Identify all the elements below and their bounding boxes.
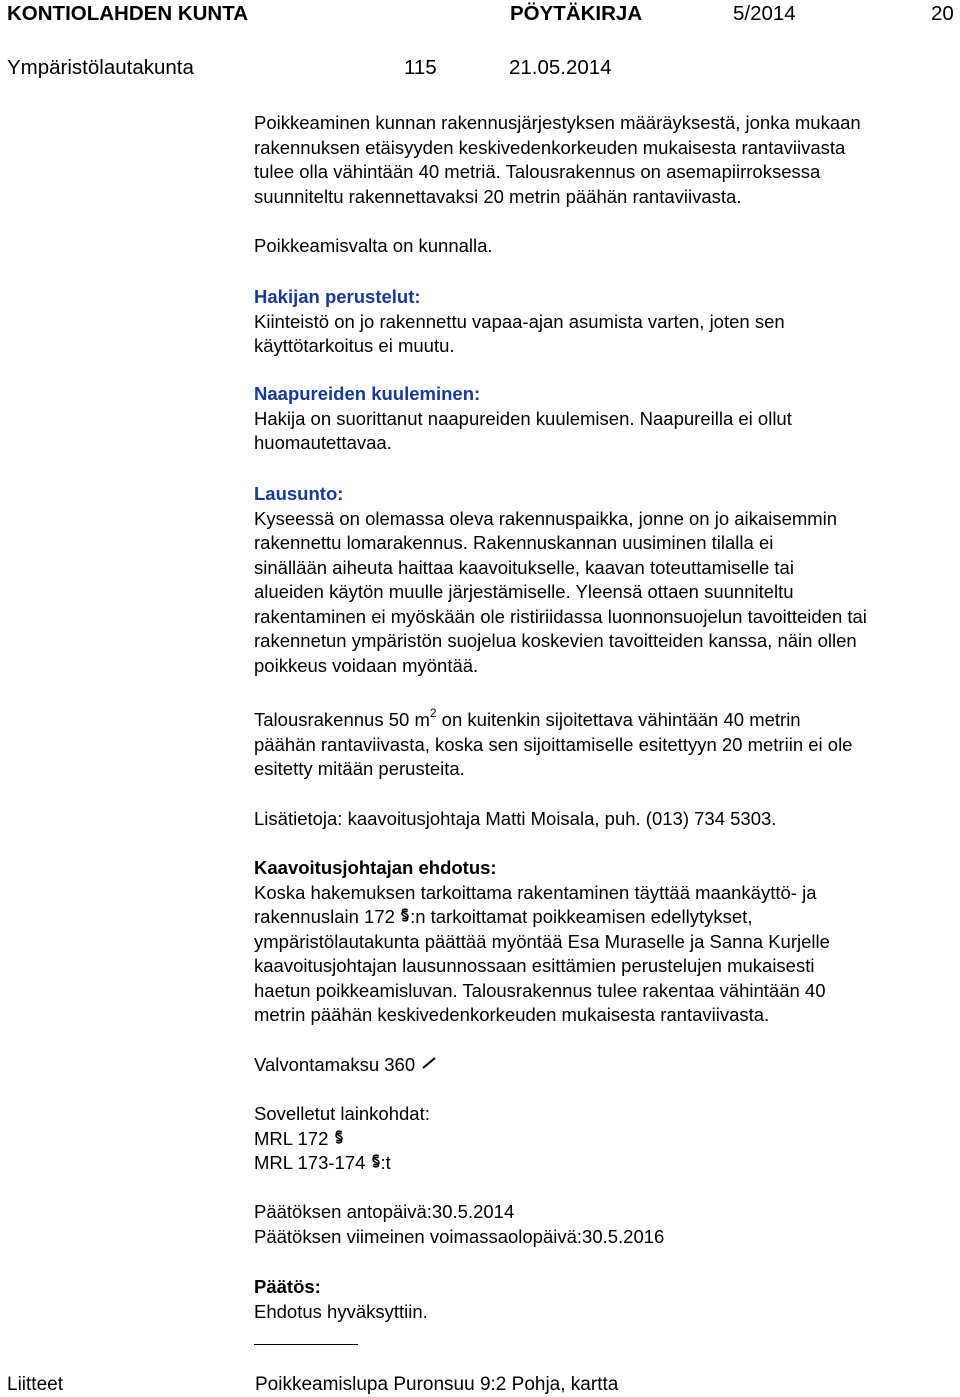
text-line: tulee olla vähintään 40 metriä. Talousrakennus on asemapiirroksessa (254, 161, 821, 182)
divider-rule (254, 1344, 358, 1345)
text-span: Talousrakennus 50 m (254, 709, 430, 730)
issue-number: 5/2014 (733, 2, 796, 25)
section-sign-icon (334, 1127, 344, 1152)
text-line: kaavoitusjohtajan lausunnossaan esittämien perustelujen mukaisesti (254, 955, 815, 976)
section-heading: Lausunto: (254, 483, 344, 504)
section-heading: Päätös: (254, 1276, 321, 1297)
neighbors-section (254, 382, 960, 456)
text-line: rakennuksen etäisyyden keskivedenkorkeuden mukaisesta rantaviivasta (254, 136, 846, 158)
text-span: MRL 172 (254, 1127, 334, 1149)
attachments-label: Liitteet (7, 1374, 63, 1395)
outbuilding-paragraph (254, 708, 960, 782)
text-span: :n tarkoittamat poikkeamisen edellytykset, (410, 906, 753, 927)
section-heading: Hakijan perustelut: (254, 286, 421, 307)
text-span: Valvontamaksu 360 (254, 1054, 421, 1075)
section-heading: Kaavoitusjohtajan ehdotus: (254, 857, 497, 878)
euro-icon (420, 1053, 438, 1078)
text-line: Hakija on suorittanut naapureiden kuulemisen. Naapureilla ei ollut (254, 407, 792, 429)
page-number: 20 (931, 2, 954, 25)
meeting-date: 21.05.2014 (509, 56, 612, 79)
text-span: :t (380, 1152, 391, 1173)
section-sign-icon (371, 1151, 381, 1176)
text-span: MRL 173-174 (254, 1152, 371, 1173)
text-line (254, 1127, 960, 1152)
authority-paragraph (254, 234, 960, 259)
section-sign-icon (400, 905, 410, 930)
text-line: Lisätietoja: kaavoitusjohtaja Matti Moisala, puh. (013) 734 5303. (254, 808, 777, 829)
text-line: poikkeus voidaan myöntää. (254, 654, 479, 676)
text-line: Kyseessä on olemassa oleva rakennuspaikka, jonne on jo aikaisemmin (254, 507, 838, 529)
text-line: Ehdotus hyväksyttiin. (254, 1300, 428, 1322)
text-line: esitetty mitään perusteita. (254, 758, 465, 779)
text-line: alueiden käytön muulle järjestämiselle. Yleensä ottaen suunniteltu (254, 581, 794, 602)
text-line: Päätöksen viimeinen voimassaolopäivä:30.5.2016 (254, 1225, 665, 1247)
text-line: rakennetun ympäristön suojelua koskevien tavoitteiden kanssa, näin ollen (254, 630, 857, 651)
statement-section (254, 482, 960, 678)
text-line: haetun poikkeamisluvan. Talousrakennus tulee rakentaa vähintään 40 (254, 979, 826, 1001)
text-line: huomautettavaa. (254, 432, 392, 453)
organization-name: KONTIOLAHDEN KUNTA (7, 2, 249, 25)
superscript-two: 2 (429, 706, 437, 720)
text-line: metrin päähän keskivedenkorkeuden mukaisesta rantaviivasta. (254, 1004, 770, 1025)
text-line: käyttötarkoitus ei muutu. (254, 335, 455, 356)
text-line: päähän rantaviivasta, koska sen sijoittamiselle esitettyyn 20 metriin ei ole (254, 733, 853, 755)
text-line: rakennettu lomarakennus. Rakennuskannan uusiminen tilalla ei (254, 532, 774, 553)
decision-section (254, 1275, 960, 1324)
text-line: Koska hakemuksen tarkoittama rakentaminen täyttää maankäyttö- ja (254, 881, 817, 903)
proposal-section (254, 856, 960, 1028)
text-line: ympäristölautakunta päättää myöntää Esa Muraselle ja Sanna Kurjelle (254, 930, 830, 952)
text-line: Kiinteistö on jo rakennettu vapaa-ajan asumista varten, joten sen (254, 310, 785, 332)
text-span: rakennuslain 172 (254, 906, 401, 927)
section-number: 115 (404, 56, 437, 79)
applicant-section (254, 285, 960, 359)
fee-paragraph (254, 1053, 960, 1078)
intro-paragraph (254, 111, 960, 209)
laws-section (254, 1102, 960, 1176)
text-line (254, 1053, 960, 1078)
section-heading: Naapureiden kuuleminen: (254, 383, 481, 404)
text-line: sinällään aiheuta haittaa kaavoitukselle, kaavan toteuttamiselle tai (254, 556, 794, 578)
decision-dates (254, 1200, 960, 1249)
more-info-paragraph (254, 807, 960, 832)
board-name: Ympäristölautakunta (7, 56, 194, 79)
text-line (254, 905, 960, 930)
text-line: rakentaminen ei myöskään ole ristiriidassa luonnonsuojelun tavoitteiden tai (254, 605, 867, 627)
text-line: Päätöksen antopäivä:30.5.2014 (254, 1201, 515, 1222)
text-line (254, 1151, 960, 1176)
text-span: on kuitenkin sijoitettava vähintään 40 metrin (436, 709, 801, 730)
text-line: suunniteltu rakennettavaksi 20 metrin päähän rantaviivasta. (254, 185, 742, 207)
text-line (254, 708, 960, 733)
attachment-item: Poikkeamislupa Puronsuu 9:2 Pohja, kartta (255, 1374, 619, 1395)
text-line: Poikkeamisvalta on kunnalla. (254, 235, 493, 256)
text-line: Sovelletut lainkohdat: (254, 1103, 430, 1124)
text-line: Poikkeaminen kunnan rakennusjärjestyksen määräyksestä, jonka mukaan (254, 112, 861, 133)
document-type: PÖYTÄKIRJA (510, 2, 643, 25)
